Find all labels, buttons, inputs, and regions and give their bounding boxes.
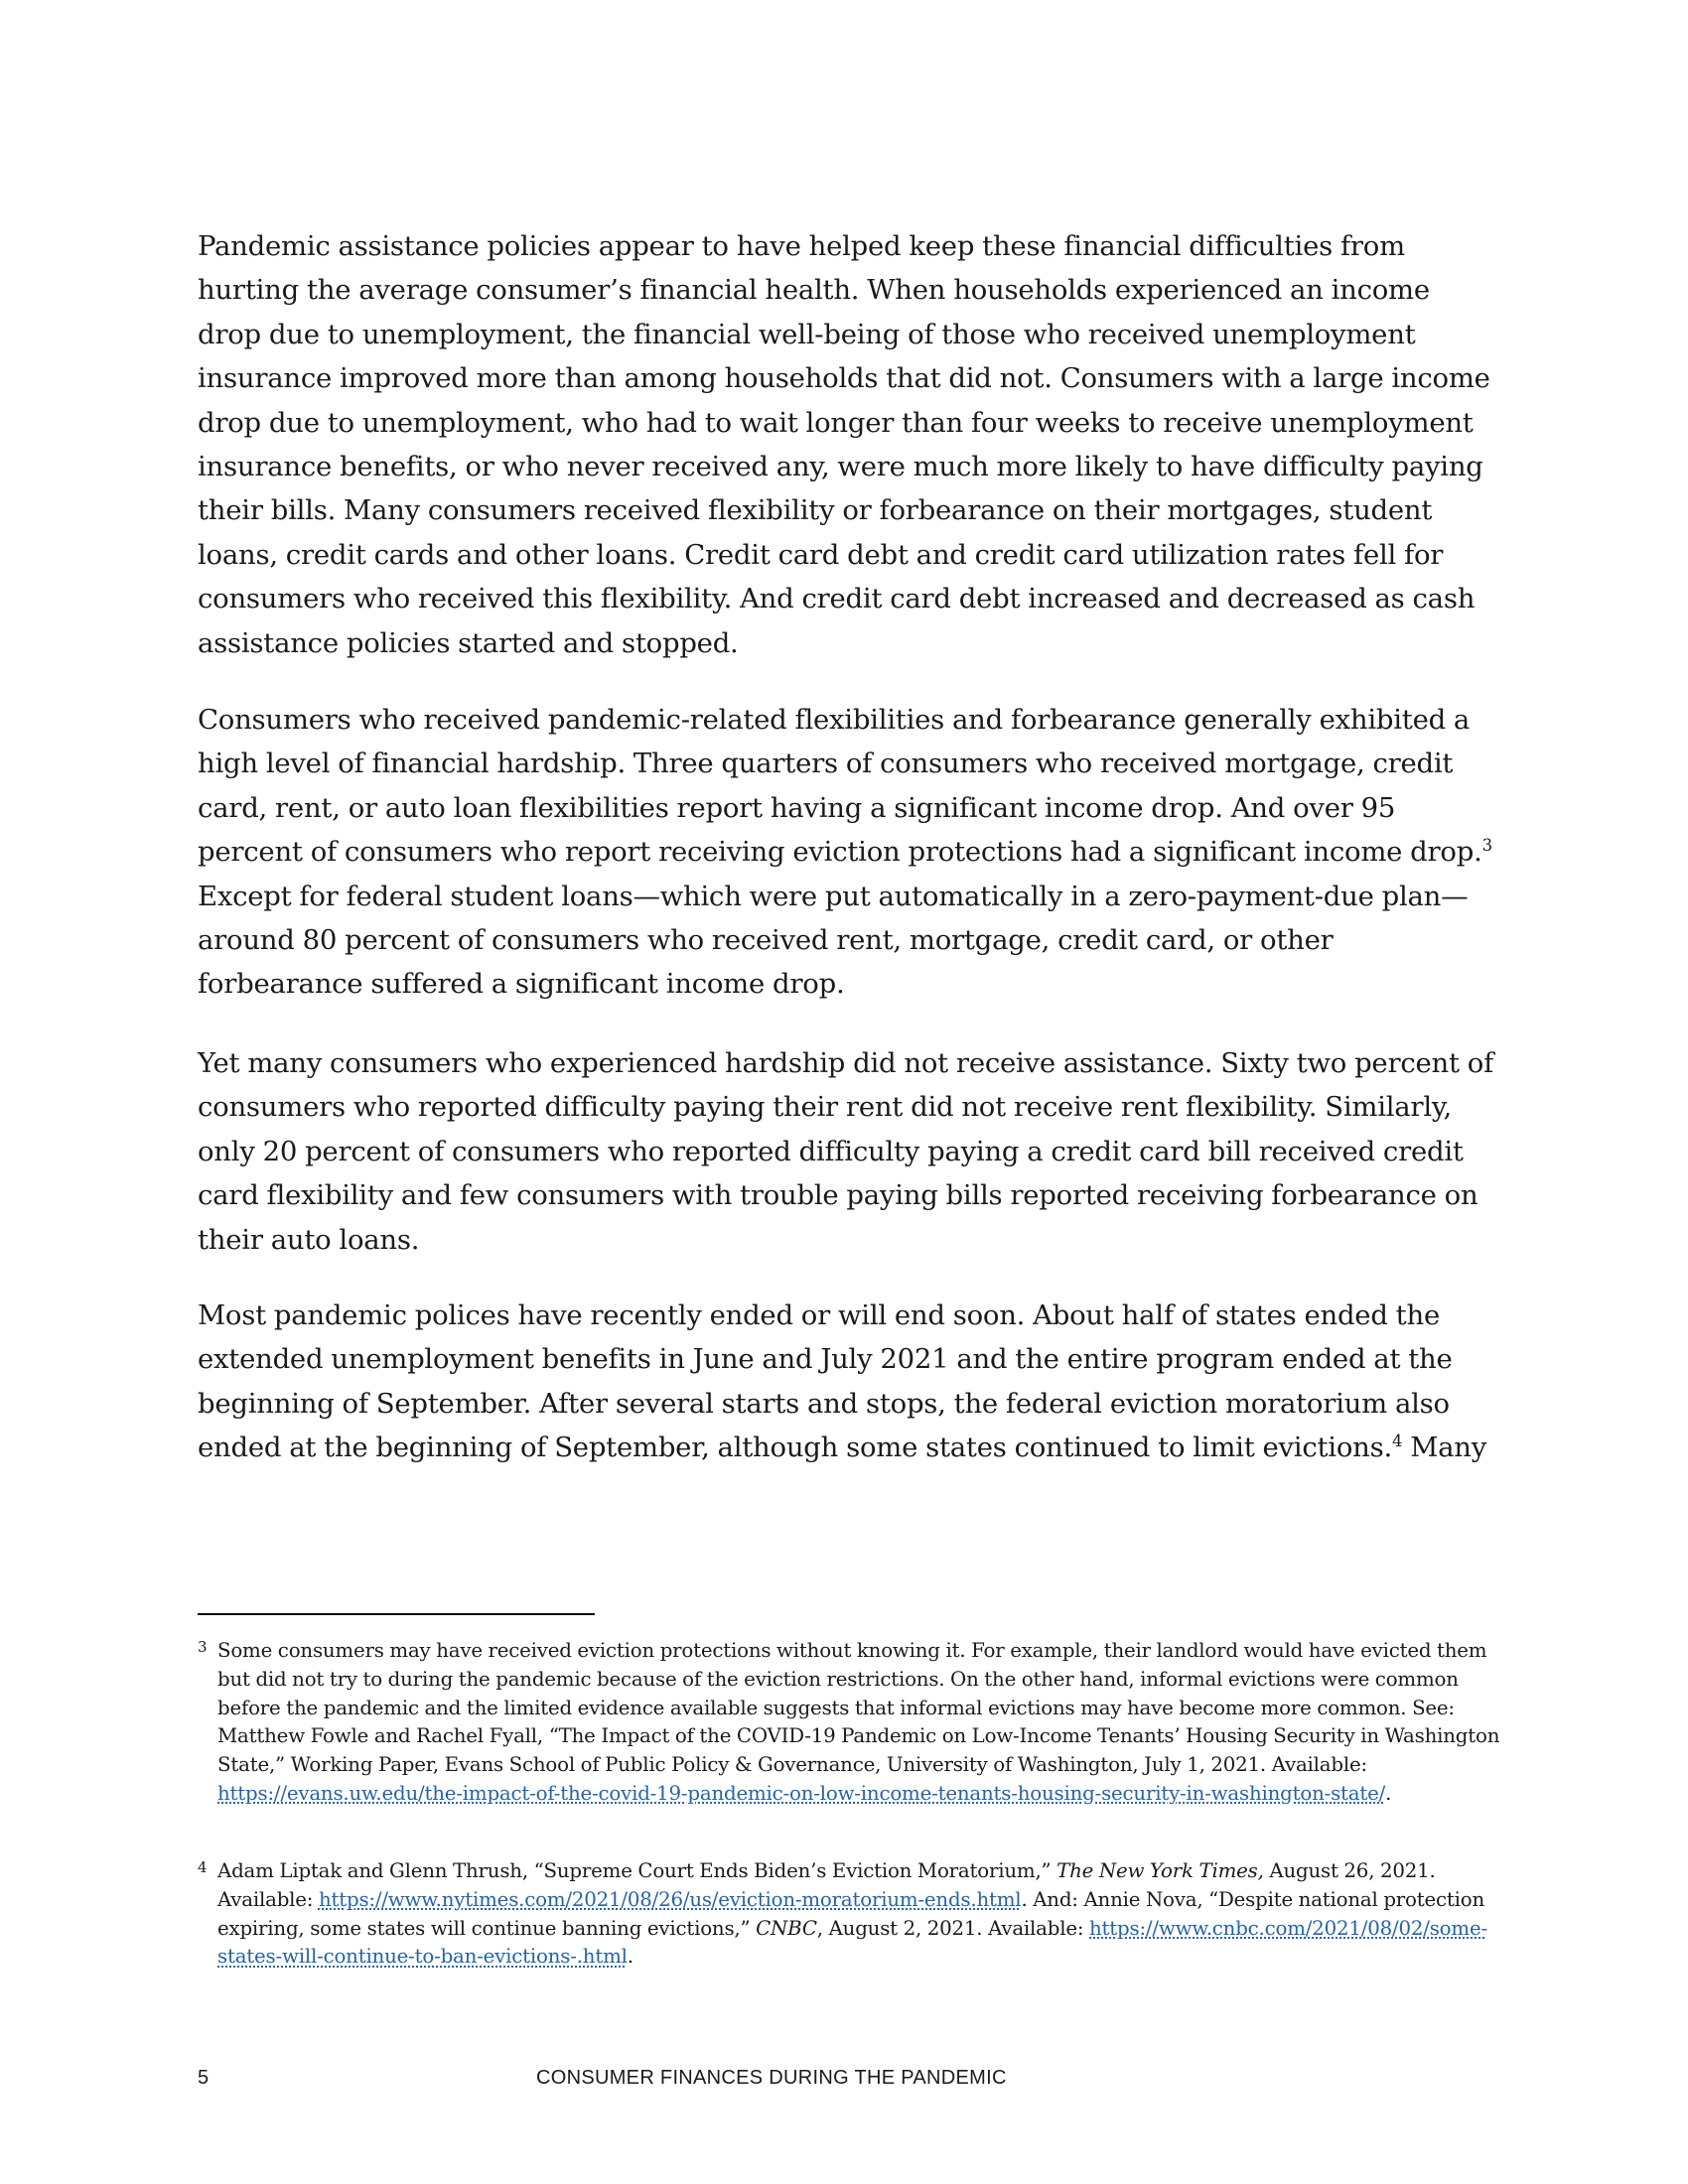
footnote-text: August 26, 2021. Available: <box>217 1859 1436 1911</box>
footnote-link[interactable]: https://www.cnbc.com/2021/08/02/some-states-will-continue-to-ban-evictions-.html <box>217 1916 1487 1969</box>
paragraph-text: Most pandemic polices have recently ended or will end soon. About half of states ended the extended unemployment benefits in June and July 2021 and the entire program ended at the beginning of September. After several starts and stops, the federal eviction moratorium also ended at the beginning of September, although some states continued to limit evictions. <box>198 1299 1453 1464</box>
footnote-ref-3[interactable]: 3 <box>1481 836 1492 856</box>
footnote-link[interactable]: https://evans.uw.edu/the-impact-of-the-covid-19-pandemic-on-low-income-tenants-housing-security-in-washington-state/ <box>217 1781 1386 1805</box>
footnote-text: Adam Liptak and Glenn Thrush, “Supreme Court Ends Biden’s Eviction Moratorium,” <box>217 1859 1057 1882</box>
footnote-divider <box>198 1613 595 1615</box>
footnote-text: Some consumers may have received eviction protections without knowing it. For example, their landlord would have evicted them but did not try to during the pandemic because of the eviction restrictions. On the other hand, informal evictions were common before the pandemic and the limited evidence available suggests that informal evictions may have become more common. See: Matthew Fowle and Rachel Fyall, “The Impact of the COVID-19 Pandemic on Low-Income Tenants’ Housing Security in Washington State,” Working Paper, Evans School of Public Policy & Governance, University of Washington, July 1, 2021. Available: <box>217 1639 1500 1777</box>
paragraph-text: Yet many consumers who experienced hardship did not receive assistance. Sixty two percent of consumers who reported difficulty paying their rent did not receive rent flexibility. Similarly, only 20 percent of consumers who reported difficulty paying a credit card bill received credit card flexibility and few consumers with trouble paying bills reported receiving forbearance on their auto loans. <box>198 1047 1494 1256</box>
paragraph-text: Except for federal student loans—which were put automatically in a zero-payment-due plan—around 80 percent of consumers who received rent, mortgage, credit card, or other forbearance suffered a significant income drop. <box>198 880 1469 1001</box>
footnote-text: , August 2, 2021. Available: <box>816 1916 1090 1940</box>
body-paragraph-2 <box>198 698 1500 1007</box>
body-paragraph-1 <box>198 224 1500 665</box>
source-title: CNBC <box>756 1916 817 1940</box>
footnote-4 <box>198 1857 1500 1972</box>
footnote-text: . And: Annie Nova, “Despite national protection expiring, some states will continue banning evictions,” <box>217 1887 1485 1940</box>
footnote-ref-4[interactable]: 4 <box>1391 1432 1403 1451</box>
footnote-link[interactable]: https://www.nytimes.com/2021/08/26/us/eviction-moratorium-ends.html <box>318 1887 1022 1911</box>
paragraph-text: Many <box>1402 1432 1487 1464</box>
footnote-text-end: . <box>627 1945 633 1969</box>
running-title: CONSUMER FINANCES DURING THE PANDEMIC <box>536 2067 1007 2089</box>
body-paragraph-3 <box>198 1041 1500 1262</box>
source-title: The New York Times, <box>1056 1859 1264 1882</box>
paragraph-text: Consumers who received pandemic-related flexibilities and forbearance generally exhibited a high level of financial hardship. Three quarters of consumers who received mortgage, credit card, rent, or auto loan flexibilities report having a significant income drop. And over 95 percent of consumers who report receiving eviction protections had a significant income drop. <box>198 704 1482 869</box>
footnote-number: 4 <box>198 1858 208 1876</box>
footnote-3 <box>198 1637 1500 1809</box>
paragraph-text: Pandemic assistance policies appear to have helped keep these financial difficulties from hurting the average consumer’s financial health. When households experienced an income drop due to unemployment, the financial well-being of those who received unemployment insurance improved more than among households that did not. Consumers with a large income drop due to unemployment, who had to wait longer than four weeks to receive unemployment insurance benefits, or who never received any, were much more likely to have difficulty paying their bills. Many consumers received flexibility or forbearance on their mortgages, student loans, credit cards and other loans. Credit card debt and credit card utilization rates fell for consumers who received this flexibility. And credit card debt increased and decreased as cash assistance policies started and stopped. <box>198 230 1490 659</box>
body-paragraph-4 <box>198 1294 1500 1470</box>
footnote-text-end: . <box>1385 1781 1392 1805</box>
page-number: 5 <box>198 2067 210 2089</box>
footnote-number: 3 <box>198 1638 208 1656</box>
